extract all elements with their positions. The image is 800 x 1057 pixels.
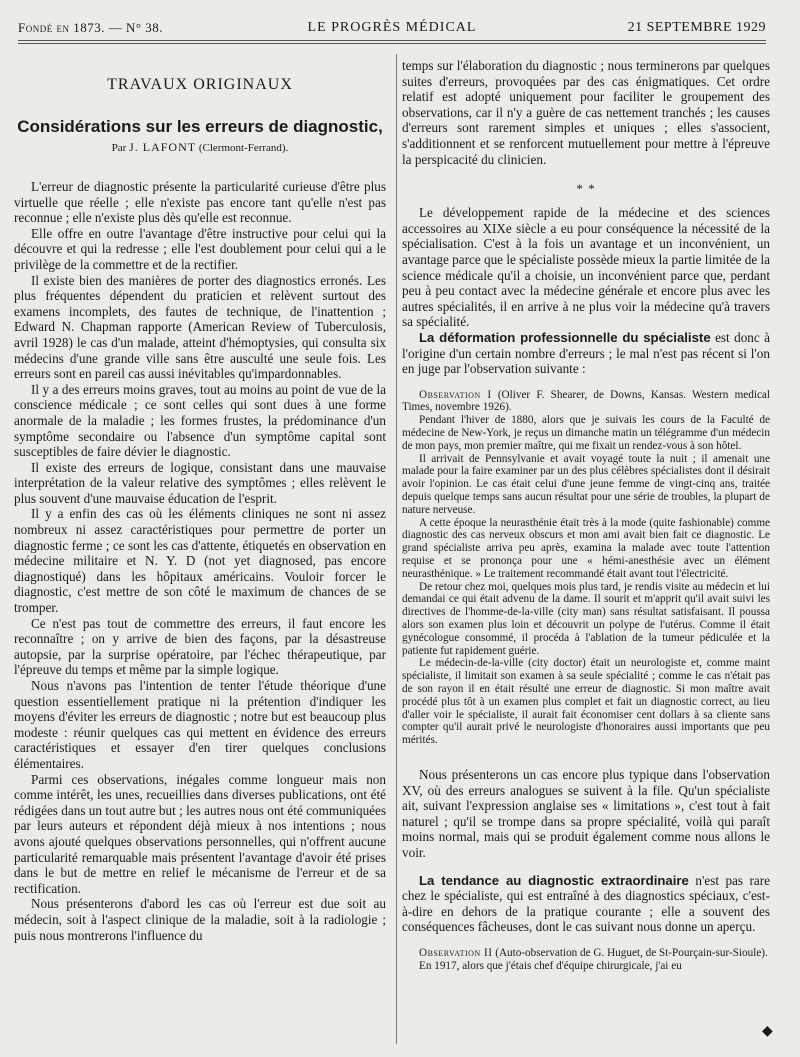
paragraph-extraordinary xyxy=(402,873,770,935)
paragraph: Nous présenterons d'abord les cas où l'erreur est due soit au médecin, soit à l'aspect clinique de la maladie, soit à la radiologie ; puis nous montrerons l'influence du xyxy=(14,896,386,943)
paragraph-text: n'est pas rare chez le spécialiste, qui est entraîné à des diagnostics spéciaux, c'est-à-dire en dehors de la pratique courante ; elle a souvent des conséquences fâcheuses, dont le cas suivant nous donne un aperçu. xyxy=(402,872,770,935)
observation-paragraph: Le médecin-de-la-ville (city doctor) était un neurologiste et, comme maint spécialiste, il limitait son examen à sa seule spécialité ; comme le cas n'était pas de son rayon il en était résulté une erreur de diagnostic. Si mon maître avait procédé plus tôt à un examen plus complet et fait un diagnostic correct, au lieu d'aller voir le spécialiste, il aurait fait économiser cent dollars à sa cliente sans compter qu'il aurait privé le neurologiste d'honoraires aussi importants que peu mérités. xyxy=(402,657,770,747)
run-in-heading: La tendance au diagnostic extraordinaire xyxy=(419,872,689,888)
section-break-stars: * * xyxy=(576,181,596,197)
header-journal-title: LE PROGRÈS MÉDICAL xyxy=(307,20,477,35)
paragraph: Parmi ces observations, inégales comme longueur mais non comme intérêt, les unes, recueillies dans diverses publications, ont été rédigées dans un tout autre but ; les autres nous ont été communiquées par leurs auteurs et répondent déjà mieux à nos intentions ; nous avons ajouté quelques observations personnelles, qui n'offrent aucune particularité remarquable mais présentent l'avantage d'avoir été prises dans le but de mettre en relief le mécanisme de l'erreur et de sa rectification. xyxy=(14,771,386,896)
running-header xyxy=(18,20,766,42)
observation-paragraph: A cette époque la neurasthénie était très à la mode (quite fashionable) comme diagnostic des cas nerveux obscurs et mon ami avait bien fait ce diagnostic. Le grand spécialiste arriva peu après, examina la malade avec toute l'attention requise et se prononça pour une « hémi-anesthésie avec un élément neurasthénique. » Le traitement recommandé était avant tout l'électricité. xyxy=(402,516,770,580)
paragraph: Il y a enfin des cas où les éléments cliniques ne sont ni assez nombreux ni assez caractéristiques pour permettre de porter un diagnostic ferme ; ce sont les cas d'attente, étiquetés en observation en médecine militaire et N. Y. D (not yet diagnosed, pas encore diagnostiqué) dans les hôpitaux américains. Vouloir forcer le diagnostic, c'est mettre de son côté le maximum de chances de se tromper. xyxy=(14,506,386,616)
observation-label: Observation II xyxy=(419,946,493,959)
run-in-heading: La déformation professionnelle du spécialiste xyxy=(419,329,711,345)
paragraph: Il y a des erreurs moins graves, tout au moins au point de vue de la conscience médicale ; ce sont celles qui sont dues à une forme anormale de la maladie ; les formes frustes, la prédominance d'un symptôme secondaire ou l'absence d'un symptôme capital sont susceptibles de faire dévier le diagnostic. xyxy=(14,381,386,460)
observation-label: Observation I xyxy=(419,388,492,401)
byline-prefix: Par xyxy=(111,142,127,154)
observation-heading xyxy=(402,389,770,415)
right-column xyxy=(402,58,770,973)
byline xyxy=(14,140,386,155)
paragraph: Il existe bien des manières de porter des diagnostics erronés. Les plus fréquentes dépendent du praticien et relèvent surtout des examens incomplets, des fautes de technique, de l'inattention ; Edward N. Chapman rapporte (American Review of Tuberculosis, avril 1928) le cas d'un malade, atteint d'hémoptysies, qui consulta six médecins d'une grande ville sans être ausculté une seule fois. Les erreurs sont en pareil cas aussi inévitables qu'impardonnables. xyxy=(14,272,386,382)
byline-affiliation: (Clermont-Ferrand). xyxy=(198,142,289,154)
header-founded: Fondé en 1873. — N° 38. xyxy=(18,20,164,35)
observation-source: (Auto-observation de G. Huguet, de St-Pourçain-sur-Sioule). xyxy=(492,946,768,959)
observation-paragraph: Il arrivait de Pennsylvanie et avait voyagé toute la nuit ; il amenait une malade pour la faire examiner par un des plus célèbres spécialistes dont il désirait avoir l'opinion. Le cas était celui d'une jeune femme de vingt-cinq ans, traitée depuis quelque temps sans aucun résultat pour une série de troubles, la plupart de nature nerveuse. xyxy=(402,452,770,516)
header-date: 21 SEPTEMBRE 1929 xyxy=(627,20,766,35)
paragraph: Nous présenterons un cas encore plus typique dans l'observation XV, où des erreurs analogues se suivent à la file. Qu'un spécialiste ait, suivant l'expression anglaise ses « limitations », c'est tout à fait naturel ; qu'il se trompe dans sa propre spécialité, voilà qui paraît moins normal, mais qui se produit également comme nous allons le voir. xyxy=(402,767,770,860)
observation-source: (Oliver F. Shearer, de Downs, Kansas. Western medical Times, novembre 1926). xyxy=(402,388,770,414)
paragraph: Ce n'est pas tout de commettre des erreurs, il faut encore les reconnaître ; on y arrive de bien des façons, par la désastreuse autopsie, par la surprise opératoire, par l'échec thérapeutique, par l'épreuve du temps et même par la simple logique. xyxy=(14,615,386,678)
byline-author: J. LAFONT xyxy=(129,140,197,154)
article-title: Considérations sur les erreurs de diagnostic, xyxy=(17,117,383,136)
paragraph: Nous n'avons pas l'intention de tenter l'étude théorique d'une question essentiellement pratique ni la prétention d'indiquer les moyens d'éviter les erreurs de diagnostic ; notre but est beaucoup plus modeste : réunir quelques cas qui mettent en évidence des erreurs caractéristiques et essayer d'en tirer quelques conclusions élémentaires. xyxy=(14,678,386,771)
paragraph-specialist xyxy=(402,330,770,377)
header-rule-bottom xyxy=(18,43,766,44)
paragraph-text: est donc à l'origine d'un certain nombre d'erreurs ; le mal n'est pas récent si l'on en juge par l'observation suivante : xyxy=(402,329,771,377)
column-separator xyxy=(396,54,397,1044)
paragraph: temps sur l'élaboration du diagnostic ; nous terminerons par quelques suites d'erreurs, provoquées par des cas énigmatiques. Cet ordre relatif est adopté uniquement pour faciliter le groupement des observations, car il n'y a guère de cas nettement tranchés ; les causes d'erreurs sont rarement simples et uniques ; elles s'associent, s'additionnent et se renforcent mutuellement pour mettre à l'épreuve la perspicacité du clinicien. xyxy=(402,58,770,167)
observation-paragraph: De retour chez moi, quelques mois plus tard, je rendis visite au médecin et lui demandai ce qui était advenu de la dame. Il sourit et m'apprit qu'il avait suivi les directives de l'homme-de-la-ville (city man) sans résultat satisfaisant. Il poussa alors son examen plus loin et découvrit un polype de l'utérus. Comme il était gynécologue consommé, il procéda à l'ablation de la tumeur pédiculée et la patiente fut rapidement guérie. xyxy=(402,580,770,657)
observation-heading xyxy=(402,947,770,960)
paragraph: Le développement rapide de la médecine et des sciences accessoires au XIXe siècle a eu pour conséquence la nécessité de la spécialisation. C'est à la fois un avantage et un inconvénient, un avantage parce que le spécialiste possède mieux la partie limitée de la science médicale qu'il a choisie, un inconvénient parce que, perdant peu à peu contact avec la médecine générale et encore plus avec les autres spécialités, il en arrive à ne plus voir la médecine qu'à travers sa spécialité. xyxy=(402,205,770,330)
observation-paragraph: En 1917, alors que j'étais chef d'équipe chirurgicale, j'ai eu xyxy=(419,959,682,972)
end-ornament-icon: ◆ xyxy=(762,1023,773,1039)
observation-paragraph: Pendant l'hiver de 1880, alors que je suivais les cours de la Faculté de médecine de New-York, je reçus un dimanche matin un télégramme d'un médecin de mon pays, mon premier maître, qui me fixait un rendez-vous à son hôtel. xyxy=(402,414,770,452)
header-rule-top xyxy=(18,40,766,41)
section-title: TRAVAUX ORIGINAUX xyxy=(107,76,293,93)
paragraph: Elle offre en outre l'avantage d'être instructive pour celui qui la découvre et qui la redresse ; elle l'est doublement pour celui qui a le privilège de la commettre et de la rectifier. xyxy=(14,225,386,272)
paragraph: Il existe des erreurs de logique, consistant dans une mauvaise interprétation de la valeur relative des symptômes ; elles relèvent le plus souvent d'une mauvaise éducation de l'esprit. xyxy=(14,459,386,506)
left-column xyxy=(14,58,386,943)
paragraph: L'erreur de diagnostic présente la particularité curieuse d'être plus virtuelle que réelle ; elle n'existe pas encore tant qu'elle n'est pas reconnue ; elle n'existe plus dès qu'elle est reconnue. xyxy=(14,179,386,226)
